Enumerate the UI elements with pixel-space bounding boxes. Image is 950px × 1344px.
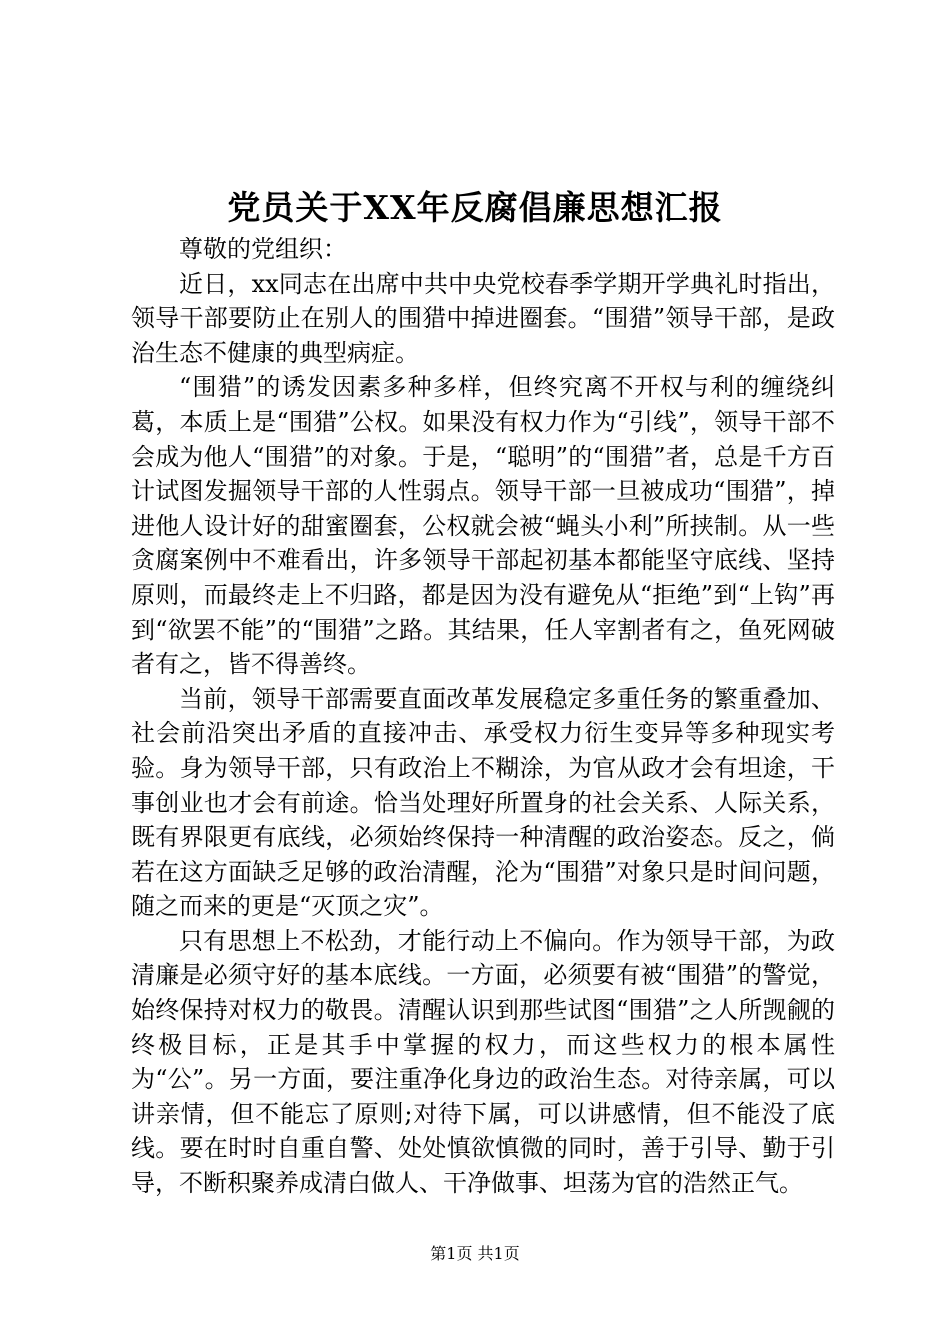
paragraph-2: “围猎”的诱发因素多种多样，但终究离不开权与利的缠绕纠葛，本质上是“围猎”公权。如果没有权力作为“引线”，领导干部不会成为他人“围猎”的对象。于是，“聪明”的“围猎”者，总是千方百计试图发掘领导干部的人性弱点。领导干部一旦被成功“围猎”，掉进他人设计好的甜蜜圈套，公权就会被“蝇头小利”所挟制。从一些贪腐案例中不难看出，许多领导干部起初基本都能坚守底线、坚持原则，而最终走上不归路，都是因为没有避免从“拒绝”到“上钩”再到“欲罢不能”的“围猎”之路。其结果，任人宰割者有之，鱼死网破者有之，皆不得善终。 <box>131 373 835 679</box>
document-body <box>131 232 835 1201</box>
salutation: 尊敬的党组织： <box>179 235 347 263</box>
paragraph-1: 近日，xx同志在出席中共中央党校春季学期开学典礼时指出，领导干部要防止在别人的围猎中掉进圈套。“围猎”领导干部，是政治生态不健康的典型病症。 <box>131 269 835 367</box>
paragraph-4: 只有思想上不松劲，才能行动上不偏向。作为领导干部，为政清廉是必须守好的基本底线。一方面，必须要有被“围猎”的警觉，始终保持对权力的敬畏。清醒认识到那些试图“围猎”之人所觊觎的终极目标，正是其手中掌握的权力，而这些权力的根本属性为“公”。另一方面，要注重净化身边的政治生态。对待亲属，可以讲亲情，但不能忘了原则;对待下属，可以讲感情，但不能没了底线。要在时时自重自警、处处慎欲慎微的同时，善于引导、勤于引导，不断积聚养成清白做人、干净做事、坦荡为官的浩然正气。 <box>131 926 835 1198</box>
paragraph-3: 当前，领导干部需要直面改革发展稳定多重任务的繁重叠加、社会前沿突出矛盾的直接冲击、承受权力衍生变异等多种现实考验。身为领导干部，只有政治上不糊涂，为官从政才会有坦途，干事创业也才会有前途。恰当处理好所置身的社会关系、人际关系，既有界限更有底线，必须始终保持一种清醒的政治姿态。反之，倘若在这方面缺乏足够的政治清醒，沦为“围猎”对象只是时间问题，随之而来的更是“灭顶之灾”。 <box>131 684 835 921</box>
document-title: 党员关于XX年反腐倡廉思想汇报 <box>227 188 723 227</box>
page-number-footer: 第1页 共1页 <box>430 1244 520 1263</box>
